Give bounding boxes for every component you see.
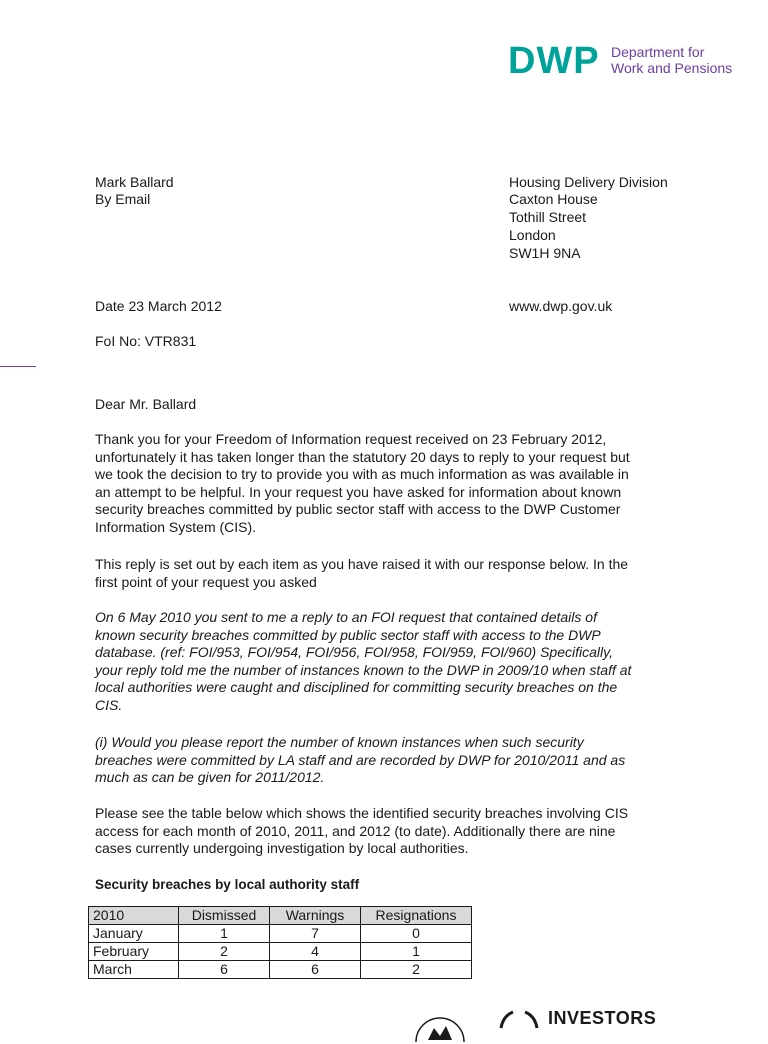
text-line: known security breaches committed by public sector staff with access to the DWP — [95, 626, 601, 643]
table-title: Security breaches by local authority staff — [95, 877, 360, 892]
text-line: unfortunately it has taken longer than the statutory 20 days to reply to your request but — [95, 448, 630, 465]
text-line: local authorities were caught and disciplined for committing security breaches on the — [95, 679, 618, 696]
website-link[interactable]: www.dwp.gov.uk — [509, 298, 613, 314]
resignations-cell: 1 — [361, 943, 472, 961]
text-line: (i) Would you please report the number of known instances when such security — [95, 734, 584, 750]
dismissed-cell: 1 — [179, 925, 270, 943]
security-breaches-table — [88, 906, 472, 979]
dismissed-cell: 6 — [179, 961, 270, 979]
header-year: 2010 — [89, 907, 179, 925]
warnings-cell: 4 — [270, 943, 361, 961]
header-dismissed: Dismissed — [179, 907, 270, 925]
month-cell: January — [89, 925, 179, 943]
dwp-logo: DWP — [508, 40, 600, 82]
paragraph-intro — [95, 431, 695, 537]
table-row — [89, 943, 472, 961]
warnings-cell: 6 — [270, 961, 361, 979]
table-row — [89, 925, 472, 943]
text-line: much as can be given for 2011/2012. — [95, 769, 325, 786]
text-line: we took the decision to try to provide you with as much information as was available in — [95, 466, 629, 483]
dismissed-cell: 2 — [179, 943, 270, 961]
warnings-cell: 7 — [270, 925, 361, 943]
investors-in-people-laurel-icon — [497, 1008, 541, 1030]
text-line: CIS. — [95, 696, 123, 713]
text-line: security breaches committed by public sector staff with access to the DWP Customer — [95, 501, 621, 518]
sender-address-line-3: Tothill Street — [509, 209, 587, 225]
text-line: This reply is set out by each item as you have raised it with our response below. In the — [95, 556, 629, 572]
text-line: your reply told me the number of instances known to the DWP in 2009/10 when staff at — [95, 661, 632, 678]
quoted-request — [95, 609, 695, 715]
header-resignations: Resignations — [361, 907, 472, 925]
investors-in-people-text: INVESTORS — [548, 1008, 657, 1028]
sender-address-line-4: London — [509, 227, 556, 243]
text-line: On 6 May 2010 you sent to me a reply to an FOI request that contained details of — [95, 609, 597, 625]
table-header-row — [89, 907, 472, 925]
month-cell: February — [89, 943, 179, 961]
paragraph-reply-structure — [95, 556, 695, 591]
fold-mark — [0, 366, 36, 367]
month-cell: March — [89, 961, 179, 979]
resignations-cell: 0 — [361, 925, 472, 943]
text-line: Information System (CIS). — [95, 518, 257, 535]
resignations-cell: 2 — [361, 961, 472, 979]
department-name — [611, 44, 732, 76]
letter-date: Date 23 March 2012 — [95, 298, 222, 314]
text-line: first point of your request you asked — [95, 573, 317, 590]
text-line: database. (ref: FOI/953, FOI/954, FOI/956, FOI/958, FOI/959, FOI/960) Specifically, — [95, 644, 613, 661]
quoted-question — [95, 734, 695, 787]
sender-address-line-2: Caxton House — [509, 191, 598, 207]
recipient-name: Mark Ballard — [95, 174, 174, 190]
department-name-line-2: Work and Pensions — [611, 60, 733, 76]
text-line: cases currently undergoing investigation by local authorities. — [95, 840, 469, 857]
foi-number: FoI No: VTR831 — [95, 333, 197, 349]
sender-address-line-5: SW1H 9NA — [509, 245, 581, 261]
text-line: an attempt to be helpful. In your request you have asked for information about known — [95, 483, 622, 500]
recipient-method: By Email — [95, 191, 151, 207]
text-line: access for each month of 2010, 2011, and 2012 (to date). Additionally there are nine — [95, 822, 616, 839]
text-line: Thank you for your Freedom of Information request received on 23 February 2012, — [95, 431, 607, 447]
paragraph-table-intro — [95, 805, 695, 858]
text-line: Please see the table below which shows the identified security breaches involving CIS — [95, 805, 629, 821]
sender-address-line-1: Housing Delivery Division — [509, 174, 668, 190]
header-warnings: Warnings — [270, 907, 361, 925]
text-line: breaches were committed by LA staff and are recorded by DWP for 2010/2011 and as — [95, 751, 626, 768]
salutation: Dear Mr. Ballard — [95, 396, 197, 412]
positive-about-disabled-badge-icon — [410, 1004, 470, 1044]
department-name-line-1: Department for — [611, 44, 705, 60]
table-row — [89, 961, 472, 979]
